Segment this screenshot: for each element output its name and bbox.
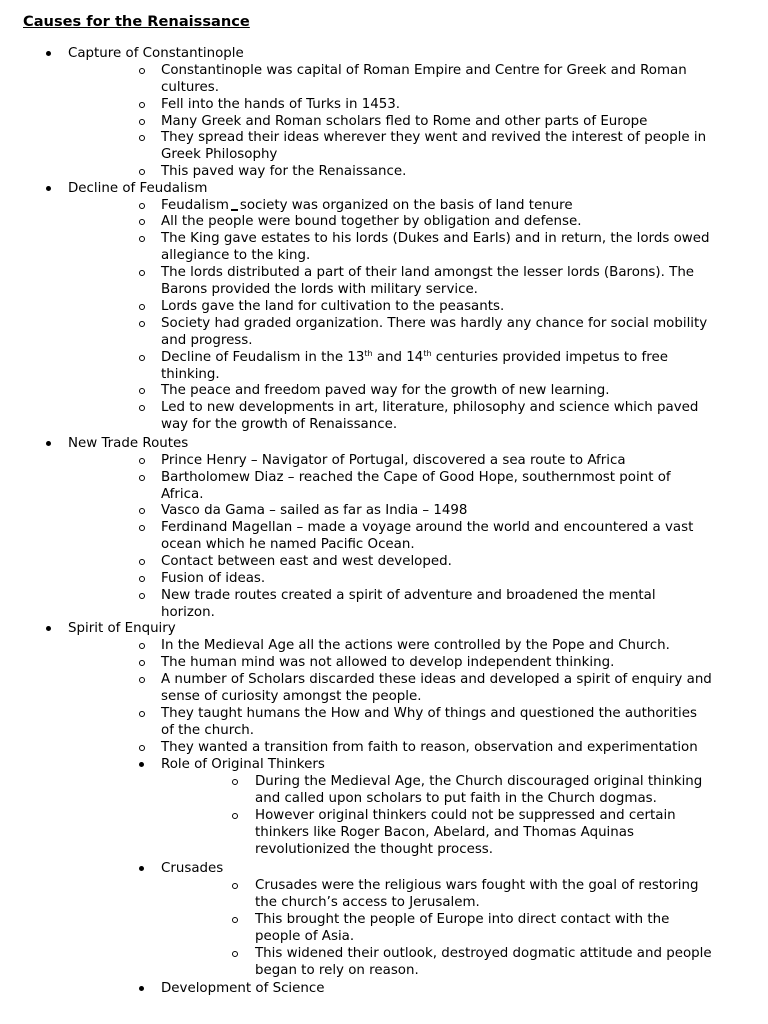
- item-line: [161, 197, 573, 214]
- bullet-dot-icon: [139, 866, 144, 871]
- bullet-circle-icon: [139, 576, 145, 582]
- list-item: [139, 264, 695, 298]
- list-item: [139, 654, 615, 671]
- bullet-circle-icon: [139, 321, 145, 327]
- bullet-circle-icon: [139, 593, 145, 599]
- list-item: [232, 807, 676, 858]
- item-line: Constantinople was capital of Roman Empire and Centre for Greek and Roman: [161, 63, 687, 78]
- bullet-circle-icon: [139, 169, 145, 175]
- list-item: [139, 349, 668, 383]
- item-line: cultures.: [161, 80, 219, 95]
- bullet-dot-icon: [46, 51, 51, 56]
- section-heading: [46, 45, 244, 62]
- bullet-circle-icon: [139, 405, 145, 411]
- section-heading-text: Decline of Feudalism: [68, 181, 208, 196]
- superscript: th: [364, 349, 373, 358]
- item-line: and called upon scholars to put faith in the Church dogmas.: [255, 791, 657, 806]
- item-line: However original thinkers could not be suppressed and certain: [255, 808, 676, 823]
- list-item: [139, 502, 468, 519]
- item-line: Many Greek and Roman scholars fled to Rome and other parts of Europe: [161, 114, 648, 129]
- subsection-heading-text: Role of Original Thinkers: [161, 757, 325, 772]
- section-heading: [46, 180, 208, 197]
- bullet-circle-icon: [139, 304, 145, 310]
- list-item: [139, 113, 648, 130]
- list-item: [139, 96, 401, 113]
- bullet-circle-icon: [139, 119, 145, 125]
- item-line: way for the growth of Renaissance.: [161, 417, 398, 432]
- item-line: thinkers like Roger Bacon, Abelard, and Thomas Aquinas: [255, 825, 634, 840]
- bullet-dot-icon: [139, 986, 144, 991]
- bullet-circle-icon: [139, 643, 145, 649]
- list-item: [139, 570, 266, 587]
- item-line: Crusades were the religious wars fought with the goal of restoring: [255, 878, 699, 893]
- bullet-circle-icon: [139, 677, 145, 683]
- section-heading: [46, 620, 176, 637]
- list-item: [232, 773, 703, 807]
- list-item: [139, 62, 687, 96]
- bullet-dot-icon: [139, 762, 144, 767]
- dash-mark-icon: [231, 206, 238, 211]
- item-line: All the people were bound together by obligation and defense.: [161, 214, 582, 229]
- list-item: [232, 945, 712, 979]
- section-heading-text: Capture of Constantinople: [68, 46, 244, 61]
- subsection-heading: [139, 860, 224, 877]
- list-item: [139, 637, 670, 654]
- item-line: They spread their ideas wherever they went and revived the interest of people in: [161, 130, 707, 145]
- item-line: The human mind was not allowed to develop independent thinking.: [161, 655, 615, 670]
- item-line: Prince Henry – Navigator of Portugal, discovered a sea route to Africa: [161, 453, 626, 468]
- item-line: A number of Scholars discarded these ideas and developed a spirit of enquiry and: [161, 672, 712, 687]
- bullet-circle-icon: [139, 236, 145, 242]
- list-item: [139, 671, 712, 705]
- list-item: [139, 553, 452, 570]
- item-line: [161, 366, 668, 383]
- list-item: [139, 298, 505, 315]
- list-item: [232, 911, 670, 945]
- superscript: th: [423, 349, 432, 358]
- item-line: of the church.: [161, 723, 255, 738]
- item-line: Bartholomew Diaz – reached the Cape of Good Hope, southernmost point of: [161, 470, 671, 485]
- item-line: [161, 349, 668, 366]
- list-item: [232, 877, 699, 911]
- list-item: [139, 382, 610, 399]
- text-run: Decline of Feudalism in the 13: [161, 350, 365, 365]
- item-line: the church’s access to Jerusalem.: [255, 895, 480, 910]
- list-item: [139, 197, 573, 214]
- bullet-circle-icon: [139, 458, 145, 464]
- item-line: This brought the people of Europe into direct contact with the: [255, 912, 670, 927]
- list-item: [139, 230, 710, 264]
- subsection-heading-text: Crusades: [161, 861, 224, 876]
- item-line: The peace and freedom paved way for the growth of new learning.: [161, 383, 610, 398]
- list-item: [139, 213, 582, 230]
- list-item: [139, 519, 694, 553]
- bullet-dot-icon: [46, 186, 51, 191]
- bullet-circle-icon: [139, 135, 145, 141]
- bullet-dot-icon: [46, 441, 51, 446]
- item-line: began to rely on reason.: [255, 963, 419, 978]
- bullet-circle-icon: [139, 660, 145, 666]
- item-line: horizon.: [161, 605, 215, 620]
- bullet-circle-icon: [232, 917, 238, 923]
- text-run: centuries provided impetus to free: [431, 350, 668, 365]
- list-item: [139, 315, 708, 349]
- list-item: [139, 587, 656, 621]
- item-line: Greek Philosophy: [161, 147, 278, 162]
- subsection-heading: [139, 756, 325, 773]
- item-line: They wanted a transition from faith to reason, observation and experimentation: [161, 740, 698, 755]
- item-line: revolutionized the thought process.: [255, 842, 494, 857]
- item-line: The King gave estates to his lords (Dukes and Earls) and in return, the lords owed: [161, 231, 710, 246]
- item-line: Contact between east and west developed.: [161, 554, 452, 569]
- item-line: Africa.: [161, 487, 204, 502]
- item-line: This paved way for the Renaissance.: [161, 164, 407, 179]
- bullet-dot-icon: [46, 626, 51, 631]
- subsection-heading: [139, 980, 325, 997]
- section-heading-text: Spirit of Enquiry: [68, 621, 176, 636]
- item-line: sense of curiosity amongst the people.: [161, 689, 422, 704]
- item-line: During the Medieval Age, the Church discouraged original thinking: [255, 774, 703, 789]
- item-line: people of Asia.: [255, 929, 355, 944]
- list-item: [139, 163, 407, 180]
- bullet-circle-icon: [139, 355, 145, 361]
- text-run: society was organized on the basis of land tenure: [239, 198, 573, 213]
- list-item: [139, 469, 671, 503]
- bullet-circle-icon: [232, 779, 238, 785]
- item-line: This widened their outlook, destroyed dogmatic attitude and people: [255, 946, 712, 961]
- bullet-circle-icon: [232, 813, 238, 819]
- item-line: In the Medieval Age all the actions were controlled by the Pope and Church.: [161, 638, 670, 653]
- item-line: Society had graded organization. There was hardly any chance for social mobility: [161, 316, 708, 331]
- bullet-circle-icon: [139, 388, 145, 394]
- bullet-circle-icon: [232, 951, 238, 957]
- list-item: [139, 739, 698, 756]
- bullet-circle-icon: [139, 525, 145, 531]
- bullet-circle-icon: [139, 270, 145, 276]
- list-item: [139, 129, 707, 163]
- bullet-circle-icon: [232, 883, 238, 889]
- item-line: Vasco da Gama – sailed as far as India – 1498: [161, 503, 468, 518]
- subsection-heading-text: Development of Science: [161, 981, 325, 996]
- list-item: [139, 452, 626, 469]
- bullet-circle-icon: [139, 559, 145, 565]
- list-item: [139, 705, 697, 739]
- bullet-circle-icon: [139, 203, 145, 209]
- bullet-circle-icon: [139, 219, 145, 225]
- list-item: [139, 399, 699, 433]
- bullet-circle-icon: [139, 711, 145, 717]
- item-line: ocean which he named Pacific Ocean.: [161, 537, 415, 552]
- item-line: Fell into the hands of Turks in 1453.: [161, 97, 401, 112]
- item-line: The lords distributed a part of their land amongst the lesser lords (Barons). The: [161, 265, 695, 280]
- bullet-circle-icon: [139, 745, 145, 751]
- bullet-circle-icon: [139, 102, 145, 108]
- section-heading-text: New Trade Routes: [68, 436, 189, 451]
- item-line: Lords gave the land for cultivation to the peasants.: [161, 299, 505, 314]
- text-run: thinking.: [161, 367, 220, 382]
- item-line: Ferdinand Magellan – made a voyage around the world and encountered a vast: [161, 520, 694, 535]
- item-line: Led to new developments in art, literature, philosophy and science which paved: [161, 400, 699, 415]
- item-line: They taught humans the How and Why of things and questioned the authorities: [161, 706, 697, 721]
- item-line: allegiance to the king.: [161, 248, 311, 263]
- item-line: Barons provided the lords with military service.: [161, 282, 478, 297]
- item-line: and progress.: [161, 333, 253, 348]
- text-run: and 14: [372, 350, 424, 365]
- item-line: Fusion of ideas.: [161, 571, 266, 586]
- text-run: Feudalism: [161, 198, 229, 213]
- item-line: New trade routes created a spirit of adventure and broadened the mental: [161, 588, 656, 603]
- section-heading: [46, 435, 189, 452]
- page-title: Causes for the Renaissance: [23, 13, 250, 30]
- bullet-circle-icon: [139, 475, 145, 481]
- bullet-circle-icon: [139, 68, 145, 74]
- bullet-circle-icon: [139, 508, 145, 514]
